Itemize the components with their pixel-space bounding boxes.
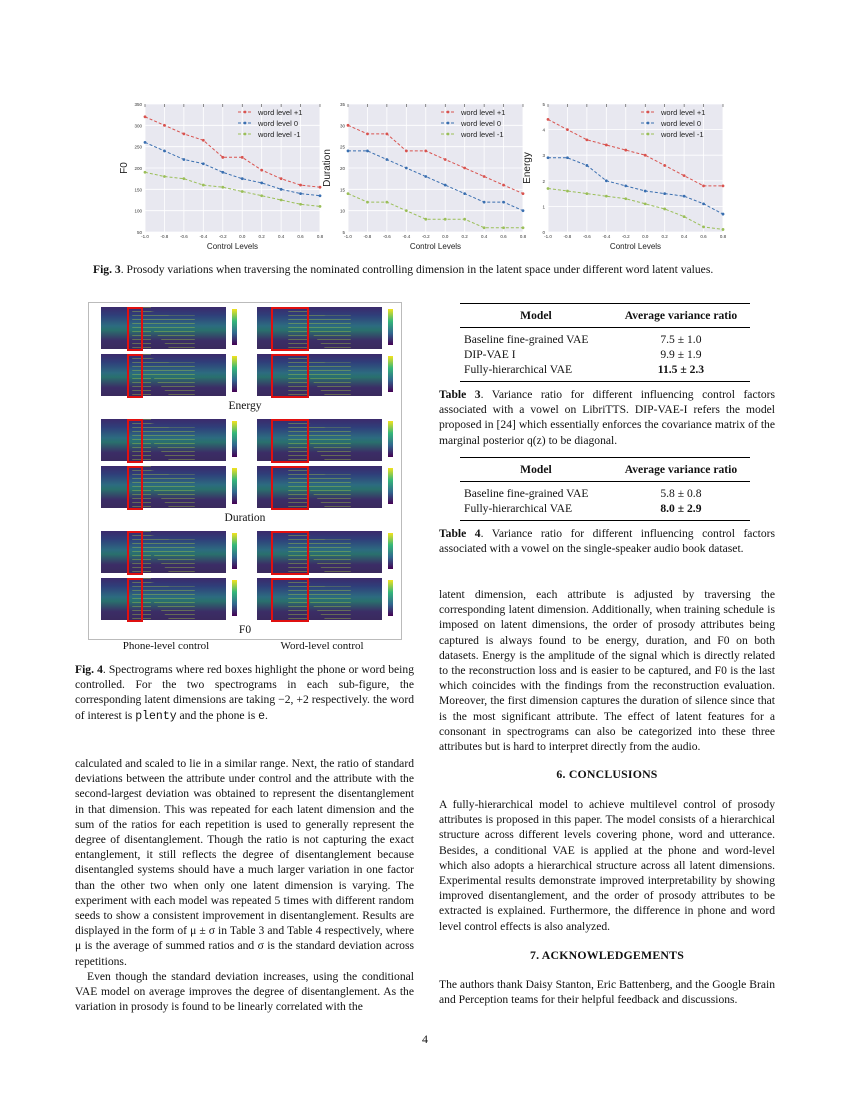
highlight-box (127, 307, 143, 351)
table-3-cell-value: 9.9 ± 1.9 (660, 348, 702, 361)
legend-marker (447, 122, 450, 125)
section-6-text: A fully-hierarchical model to achieve multilevel control of prosody attributes is proposed in this paper. The model consists of a hierarchical structure across different levels covering phone, word and utterance. Besides, a conditional VAE is applied at the phone and word-level which also adopts a hierarchical structure across all latent dimensions. Experimental results demonstrate improved interpretability by showing improved disentanglement, and the order of prosody attributes to be extracted is explained. Furthermore, the difference in phone and word level control effects is also analyzed. (439, 798, 775, 933)
y-tick-label: 1 (542, 204, 545, 210)
x-tick-label: -0.2 (218, 234, 227, 239)
highlight-box (271, 466, 309, 510)
spectrogram-f0-word-2 (257, 578, 382, 620)
page-number: 4 (422, 1032, 428, 1046)
y-tick-label: 350 (134, 102, 142, 107)
table-4-header-model: Model (460, 458, 612, 482)
x-tick-label: 0.4 (480, 234, 488, 239)
legend-marker (647, 133, 650, 136)
harmonic-bands (101, 578, 226, 620)
y-tick-label: 4 (542, 127, 545, 133)
table-3-caption-text: . Variance ratio for different influencing control factors associated with a vowel on LibriTTS. DIP-VAE-I refers the model proposed in [24] which essentially enforces the covariance matrix of the marginal posterior q(z) to be diagonal. (439, 388, 775, 447)
group-label-energy: Energy (228, 400, 262, 412)
spectrogram-energy-word-1 (257, 307, 382, 349)
table-3-header-ratio: Average variance ratio (612, 304, 750, 328)
data-point (260, 169, 263, 172)
x-tick-label: -0.4 (402, 234, 411, 239)
figure-3-caption (93, 262, 773, 277)
data-point (663, 208, 666, 211)
data-point (702, 202, 705, 205)
colorbar (232, 580, 237, 616)
table-3-caption-label: Table 3 (439, 388, 481, 401)
x-tick-label: -0.4 (199, 234, 208, 239)
data-point (385, 132, 388, 135)
x-tick-label: -1.0 (141, 234, 149, 239)
x-tick-label: 0.2 (661, 234, 668, 239)
table-4-caption-label: Table 4 (439, 527, 481, 540)
data-point (424, 175, 427, 178)
section-7-title: 7. ACKNOWLEDGEMENTS (530, 948, 684, 962)
table-3-header-model: Model (460, 304, 612, 328)
highlight-box (271, 354, 309, 398)
legend-label: word level -1 (461, 130, 504, 139)
x-tick-label: 0.0 (642, 234, 649, 239)
group-label-duration: Duration (224, 512, 266, 524)
highlight-box (127, 466, 143, 510)
y-tick-label: 2 (542, 178, 545, 184)
data-point (547, 187, 550, 190)
legend-marker (647, 111, 650, 114)
data-point (702, 225, 705, 228)
data-point (722, 213, 725, 216)
data-point (347, 124, 350, 127)
x-tick-label: 0.4 (277, 234, 285, 239)
data-point (182, 177, 185, 180)
data-point (683, 174, 686, 177)
data-point (280, 177, 283, 180)
data-point (585, 192, 588, 195)
data-point (663, 164, 666, 167)
x-tick-label: 0.4 (680, 234, 688, 239)
harmonic-bands (101, 466, 226, 508)
y-tick-label: 10 (339, 208, 345, 214)
colorbar (388, 356, 393, 392)
colorbar (388, 580, 393, 616)
data-point (463, 192, 466, 195)
x-tick-label: 0.8 (719, 234, 727, 239)
section-7-text: The authors thank Daisy Stanton, Eric Battenberg, and the Google Brain and Perception teams for their helpful feedback and discussions. (439, 978, 775, 1007)
data-point (221, 186, 224, 189)
right-column-text (439, 587, 775, 754)
y-tick-label: 5 (342, 230, 345, 235)
data-point (463, 218, 466, 221)
legend-label: word level 0 (258, 119, 299, 128)
spectrogram-energy-phone-1 (101, 307, 226, 349)
y-tick-label: 20 (339, 166, 345, 171)
data-point (424, 150, 427, 153)
figure-3-charts (110, 98, 730, 258)
left-column-text (75, 756, 414, 1014)
data-point (241, 177, 244, 180)
harmonic-bands (101, 419, 226, 461)
column-label-word: Word-level control (280, 640, 364, 652)
x-tick-label: 0.8 (316, 234, 324, 239)
colorbar (388, 533, 393, 569)
x-tick-label: -1.0 (544, 234, 552, 239)
spectrogram-duration-phone-2 (101, 466, 226, 508)
data-point (585, 164, 588, 167)
colorbar (388, 468, 393, 504)
data-point (463, 167, 466, 170)
group-label-f0: F0 (238, 624, 252, 636)
y-tick-label: 35 (339, 102, 345, 107)
x-axis-label: Control Levels (206, 242, 259, 251)
left-paragraph-2: Even though the standard deviation increases, using the conditional VAE model on average improves the degree of disentanglement. As the variation in prosody is found to be linearly correlated with the (75, 969, 414, 1014)
y-axis-label: Duration (322, 149, 333, 187)
harmonic-bands (101, 531, 226, 573)
table-4-caption-text: . Variance ratio for different influencing control factors associated with a vowel on the single-speaker audio book dataset. (439, 527, 775, 556)
table-3 (460, 303, 750, 382)
data-point (144, 141, 147, 144)
right-paragraph-1: latent dimension, each attribute is adjusted by traversing the corresponding latent dimension. Additionally, when training schedule is imposed on latent dimensions, the order of prosody attributes being captured is always found to be energy, duration, and F0 on both datasets. Energy is the amplitude of the signal which is directly related to the reconstruction loss and is easier to be captured, and F0 is the last which coincides with the findings from the reconstruction evaluation. Moreover, the first dimension captures the duration of silence since that is the most significant attribute. The effect of latent features for a consonant in spectrograms can also be categorized into these three attributes but is hard to interpret directly from the audio. (439, 588, 775, 754)
legend-label: word level -1 (258, 130, 301, 139)
harmonic-bands (101, 354, 226, 396)
table-3-cell-model: Fully-hierarchical VAE (460, 362, 612, 382)
data-point (424, 218, 427, 221)
data-point (366, 150, 369, 153)
legend-label: word level +1 (461, 108, 506, 117)
spectrogram-duration-word-1 (257, 419, 382, 461)
highlight-box (127, 578, 143, 622)
colorbar (232, 309, 237, 345)
data-point (605, 179, 608, 182)
data-point (644, 202, 647, 205)
spectrogram-grid (89, 303, 401, 639)
highlight-box (271, 419, 309, 463)
highlight-box (127, 531, 143, 575)
figure-4-caption-part2: and the phone is (176, 708, 259, 722)
y-axis-label: F0 (119, 162, 130, 174)
table-4-cell-value: 5.8 ± 0.8 (660, 487, 702, 500)
figure-4-caption-part1: . Spectrograms where red boxes highlight the phone or word being controlled. For the two spectrograms in each sub-figure, the corresponding latent dimensions are taking −2, +2 respectively. the word of interest is (75, 663, 414, 722)
data-point (566, 128, 569, 131)
y-tick-label: 30 (339, 123, 345, 129)
data-point (280, 188, 283, 191)
x-tick-label: -0.6 (583, 234, 591, 239)
section-7-body (439, 977, 775, 1007)
data-point (522, 192, 525, 195)
table-3-cell-value: 11.5 ± 2.3 (612, 362, 750, 382)
figure-4-caption-part3: . (265, 708, 268, 722)
data-point (444, 218, 447, 221)
data-point (221, 156, 224, 159)
data-point (347, 150, 350, 153)
data-point (444, 184, 447, 187)
data-point (644, 190, 647, 193)
data-point (319, 194, 322, 197)
x-tick-label: 0.0 (442, 234, 449, 239)
y-tick-label: 300 (134, 123, 142, 129)
x-tick-label: -0.8 (563, 234, 572, 239)
table-row (460, 482, 750, 502)
data-point (702, 185, 705, 188)
figure-4-caption (75, 662, 414, 724)
data-point (624, 197, 627, 200)
table-row (460, 362, 750, 382)
y-tick-label: 250 (134, 144, 142, 150)
data-point (163, 124, 166, 127)
y-tick-label: 200 (134, 166, 142, 171)
y-tick-label: 3 (542, 153, 545, 159)
spectrogram-duration-word-2 (257, 466, 382, 508)
table-3-caption (439, 387, 775, 448)
y-axis-label: Energy (522, 152, 533, 184)
x-tick-label: 0.6 (500, 234, 507, 239)
colorbar (232, 533, 237, 569)
table-3-cell-model: Baseline fine-grained VAE (464, 333, 589, 346)
section-6-body (439, 797, 775, 934)
y-tick-label: 5 (542, 102, 545, 107)
data-point (385, 201, 388, 204)
data-point (522, 209, 525, 212)
data-point (483, 175, 486, 178)
colorbar (388, 309, 393, 345)
legend-label: word level -1 (661, 130, 704, 139)
y-tick-label: 150 (134, 187, 142, 193)
data-point (547, 156, 550, 159)
legend-marker (447, 111, 450, 114)
data-point (683, 195, 686, 198)
x-tick-label: 0.6 (700, 234, 707, 239)
x-tick-label: -0.8 (363, 234, 372, 239)
table-3-cell-value: 7.5 ± 1.0 (660, 333, 702, 346)
legend-marker (244, 133, 247, 136)
data-point (385, 158, 388, 161)
x-tick-label: 0.2 (461, 234, 468, 239)
x-tick-label: 0.6 (297, 234, 304, 239)
data-point (585, 138, 588, 141)
data-point (182, 158, 185, 161)
caption-code-phone: e (258, 709, 266, 723)
figure-3-caption-text: . Prosody variations when traversing the nominated controlling dimension in the latent space under different word latent values. (120, 263, 714, 276)
data-point (605, 144, 608, 147)
table-row (460, 328, 750, 348)
table-4 (460, 457, 750, 521)
data-point (241, 190, 244, 193)
x-axis-label: Control Levels (609, 242, 662, 251)
y-tick-label: 50 (136, 230, 142, 235)
x-axis-label: Control Levels (409, 242, 462, 251)
table-4-header-ratio: Average variance ratio (612, 458, 750, 482)
x-tick-label: -1.0 (344, 234, 352, 239)
highlight-box (271, 578, 309, 622)
data-point (280, 199, 283, 202)
y-tick-label: 0 (542, 230, 545, 235)
spectrogram-f0-phone-2 (101, 578, 226, 620)
data-point (483, 226, 486, 229)
figure-4-panel (88, 302, 402, 640)
data-point (202, 184, 205, 187)
table-4-cell-model: Baseline fine-grained VAE (464, 487, 589, 500)
data-point (722, 185, 725, 188)
data-point (366, 201, 369, 204)
x-tick-label: -0.6 (383, 234, 391, 239)
legend-marker (244, 111, 247, 114)
data-point (566, 156, 569, 159)
table-3-cell-model: DIP-VAE I (464, 348, 516, 361)
table-row (460, 347, 750, 362)
data-point (260, 194, 263, 197)
table-4-cell-model: Fully-hierarchical VAE (460, 501, 612, 521)
data-point (299, 203, 302, 206)
data-point (202, 162, 205, 165)
data-point (502, 184, 505, 187)
data-point (663, 192, 666, 195)
data-point (405, 167, 408, 170)
data-point (502, 226, 505, 229)
legend-marker (447, 133, 450, 136)
highlight-box (271, 307, 309, 351)
table-4-cell-value: 8.0 ± 2.9 (612, 501, 750, 521)
colorbar (388, 421, 393, 457)
x-tick-label: -0.8 (160, 234, 169, 239)
data-point (241, 156, 244, 159)
data-point (163, 175, 166, 178)
left-paragraph-1: calculated and scaled to lie in a similar range. Next, the ratio of standard deviations between the attribute under control and the attribute with the second-largest deviation was obtained to represent the disentanglement in that dimension. This was repeated for each latent dimension and the sum of the ratios for each repetition is used to generally represent the degree of disentanglement. Though the ratio is not capturing the exact entanglement, it still reflects the degree of disentanglement because disentangled systems should have a much larger variation in one factor than the other two when only one latent dimension is varying. The experiment with each model was repeated 5 times with different random seeds to show a consistent improvement in disentanglement. Results are displayed in the form of μ ± σ in Table 3 and Table 4 respectively, where μ is the average of summed ratios and σ is the standard deviation across repetitions. (75, 757, 414, 968)
highlight-box (127, 419, 143, 463)
data-point (260, 182, 263, 185)
colorbar (232, 421, 237, 457)
data-point (319, 205, 322, 208)
legend-label: word level 0 (661, 119, 702, 128)
legend-label: word level +1 (661, 108, 706, 117)
data-point (144, 115, 147, 118)
data-point (319, 186, 322, 189)
data-point (624, 149, 627, 152)
data-point (163, 150, 166, 153)
legend-label: word level 0 (461, 119, 502, 128)
data-point (624, 185, 627, 188)
highlight-box (271, 531, 309, 575)
data-point (444, 158, 447, 161)
data-point (547, 118, 550, 121)
data-point (366, 132, 369, 135)
table-4-caption (439, 526, 775, 556)
spectrogram-energy-phone-2 (101, 354, 226, 396)
x-tick-label: 0.0 (239, 234, 246, 239)
highlight-box (127, 354, 143, 398)
column-label-phone: Phone-level control (122, 640, 210, 652)
x-tick-label: -0.2 (621, 234, 630, 239)
data-point (405, 209, 408, 212)
data-point (144, 171, 147, 174)
legend-marker (647, 122, 650, 125)
colorbar (232, 356, 237, 392)
legend-marker (244, 122, 247, 125)
chart-energy (519, 102, 727, 251)
chart-duration (322, 102, 527, 251)
figure-3-caption-label: Fig. 3 (93, 263, 121, 276)
chart-f0 (119, 102, 324, 251)
data-point (202, 139, 205, 142)
spectrogram-f0-word-1 (257, 531, 382, 573)
figure-3-svg (110, 98, 730, 258)
table-row (460, 501, 750, 521)
figure-4-caption-label: Fig. 4 (75, 663, 103, 676)
harmonic-bands (101, 307, 226, 349)
data-point (605, 195, 608, 198)
data-point (405, 150, 408, 153)
colorbar (232, 468, 237, 504)
spectrogram-duration-phone-1 (101, 419, 226, 461)
x-tick-label: 0.2 (258, 234, 265, 239)
data-point (644, 154, 647, 157)
data-point (182, 132, 185, 135)
legend-label: word level +1 (258, 108, 303, 117)
caption-code-word: plenty (135, 709, 177, 723)
x-tick-label: -0.2 (421, 234, 430, 239)
y-tick-label: 15 (339, 187, 345, 193)
data-point (566, 190, 569, 193)
data-point (347, 192, 350, 195)
data-point (221, 171, 224, 174)
y-tick-label: 25 (339, 144, 345, 150)
data-point (522, 226, 525, 229)
data-point (722, 228, 725, 231)
section-6-title: 6. CONCLUSIONS (556, 767, 658, 781)
data-point (683, 215, 686, 218)
x-tick-label: -0.4 (602, 234, 611, 239)
spectrogram-energy-word-2 (257, 354, 382, 396)
data-point (502, 201, 505, 204)
data-point (299, 192, 302, 195)
y-tick-label: 100 (134, 208, 142, 214)
data-point (299, 184, 302, 187)
x-tick-label: 0.8 (519, 234, 527, 239)
data-point (483, 201, 486, 204)
spectrogram-f0-phone-1 (101, 531, 226, 573)
x-tick-label: -0.6 (180, 234, 188, 239)
